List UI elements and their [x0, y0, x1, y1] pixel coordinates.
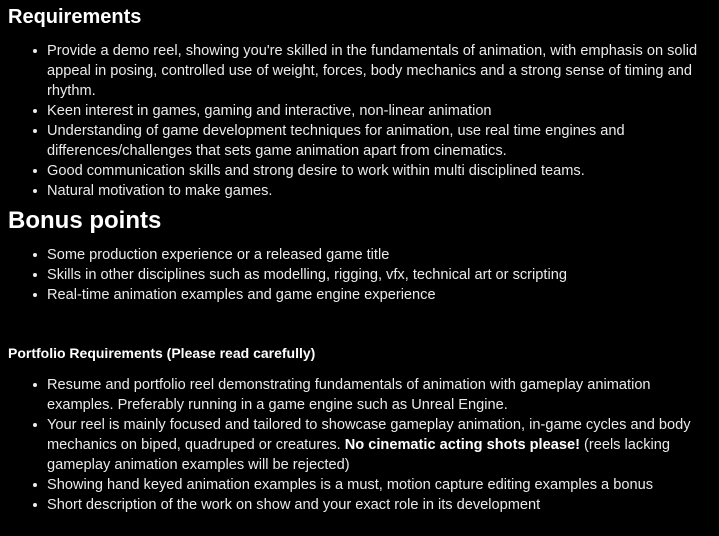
list-item-text: Real-time animation examples and game engine experience [47, 287, 436, 303]
list-item [8, 161, 716, 181]
bullet-icon [33, 189, 37, 193]
list-item-text-end: (reels lacking gameplay animation examples will be rejected) [47, 437, 670, 473]
list-item [8, 101, 716, 121]
emphasis-text: No cinematic acting shots please! [344, 437, 580, 453]
job-description [8, 4, 716, 515]
requirements-list [8, 41, 716, 201]
list-item [8, 245, 716, 265]
list-item [8, 181, 716, 201]
list-item-text: Good communication skills and strong desire to work within multi disciplined teams. [47, 163, 585, 179]
bullet-icon [33, 109, 37, 113]
portfolio-requirements-heading: Portfolio Requirements (Please read carefully) [8, 345, 316, 361]
bullet-icon [33, 49, 37, 53]
list-item [8, 375, 716, 415]
requirements-heading: Requirements [8, 6, 142, 28]
list-item-text: Natural motivation to make games. [47, 183, 273, 199]
bullet-icon [33, 129, 37, 133]
list-item-text: Some production experience or a released game title [47, 247, 390, 263]
list-item-text: Keen interest in games, gaming and interactive, non-linear animation [47, 103, 492, 119]
bullet-icon [33, 293, 37, 297]
bullet-icon [33, 253, 37, 257]
list-item [8, 415, 716, 475]
list-item-text: Resume and portfolio reel demonstrating fundamentals of animation with gameplay animation examples. Preferably running in a game engine such as Unreal Engine. [47, 377, 651, 413]
bullet-icon [33, 423, 37, 427]
list-item [8, 265, 716, 285]
list-item [8, 41, 716, 101]
bonus-points-list [8, 245, 716, 305]
bullet-icon [33, 503, 37, 507]
list-item-text: Skills in other disciplines such as modelling, rigging, vfx, technical art or scripting [47, 267, 567, 283]
list-item [8, 495, 716, 515]
list-item-text: Showing hand keyed animation examples is a must, motion capture editing examples a bonus [47, 477, 653, 493]
list-item-text-start: Your reel is mainly focused and tailored to showcase gameplay animation, in-game cycles and body mechanics on biped, quadruped or creatures. [47, 417, 691, 453]
list-item [8, 285, 716, 305]
bullet-icon [33, 169, 37, 173]
list-item-text: Understanding of game development techniques for animation, use real time engines and differences/challenges that sets game animation apart from cinematics. [47, 123, 625, 159]
portfolio-requirements-list [8, 375, 716, 515]
bonus-points-heading: Bonus points [8, 207, 162, 234]
bullet-icon [33, 483, 37, 487]
list-item-text: Provide a demo reel, showing you're skilled in the fundamentals of animation, with emphasis on solid appeal in posing, controlled use of weight, forces, body mechanics and a strong sense of timing and rhythm. [47, 43, 698, 99]
bullet-icon [33, 273, 37, 277]
list-item-text: Short description of the work on show and your exact role in its development [47, 497, 541, 513]
list-item [8, 121, 716, 161]
bullet-icon [33, 383, 37, 387]
list-item [8, 475, 716, 495]
